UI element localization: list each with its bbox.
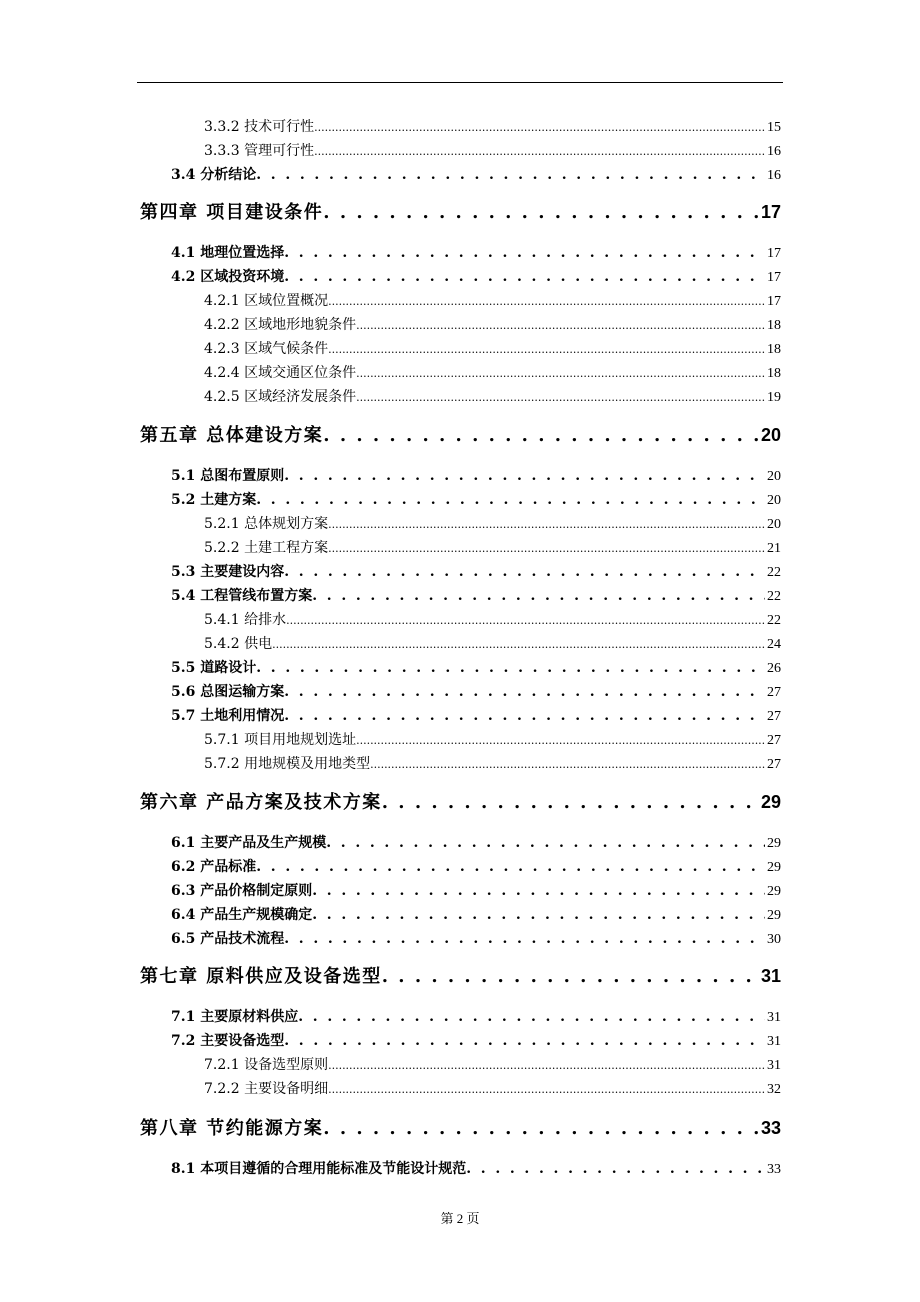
toc-entry-page-number: 32 (767, 1082, 781, 1097)
toc-entry-label: 5.1 总图布置原则 (171, 468, 285, 484)
toc-entry-page-number: 33 (760, 1118, 781, 1138)
toc-entry-sub[interactable] (204, 609, 781, 629)
dot-leader (314, 119, 765, 135)
toc-entry-page-number: 17 (767, 246, 781, 261)
toc-entry-label: 7.2.1 设备选型原则 (204, 1057, 329, 1073)
toc-entry-label: 第六章 产品方案及技术方案 (140, 792, 382, 813)
page-footer: 第 2 页 (440, 1211, 480, 1226)
toc-entry-sub[interactable] (204, 116, 781, 136)
toc-entry-section[interactable] (171, 585, 781, 605)
toc-entry-label: 5.4.2 供电 (204, 636, 273, 652)
toc-entry-label: 8.1 本项目遵循的合理用能标准及节能设计规范 (171, 1161, 467, 1177)
toc-entry-chapter[interactable] (140, 421, 781, 449)
toc-entry-page-number: 27 (767, 709, 781, 724)
toc-entry-page-number: 30 (767, 932, 781, 947)
toc-entry-page-number: 19 (767, 390, 781, 405)
toc-entry-page-number: 31 (767, 1010, 781, 1025)
toc-entry-label: 5.4 工程管线布置方案 (171, 588, 313, 604)
dot-leader (382, 966, 759, 987)
toc-entry-label: 第五章 总体建设方案 (140, 425, 324, 446)
dot-leader (323, 202, 759, 223)
dot-leader (356, 732, 765, 748)
toc-entry-page-number: 31 (760, 966, 781, 986)
toc-entry-page-number: 20 (767, 469, 781, 484)
dot-leader (466, 1161, 765, 1177)
dot-leader (284, 1033, 765, 1049)
toc-entry-chapter[interactable] (140, 962, 781, 990)
dot-leader (284, 564, 765, 580)
toc-entry-chapter[interactable] (140, 1114, 781, 1142)
dot-leader (284, 245, 765, 261)
toc-entry-label: 7.1 主要原材料供应 (171, 1009, 299, 1025)
toc-entry-page-number: 27 (767, 733, 781, 748)
toc-entry-label: 5.2.2 土建工程方案 (204, 540, 329, 556)
dot-leader (328, 1057, 765, 1073)
dot-leader (256, 660, 765, 676)
dot-leader (326, 835, 765, 851)
toc-entry-label: 4.2.2 区域地形地貌条件 (204, 317, 357, 333)
toc-entry-label: 6.5 产品技术流程 (171, 931, 285, 947)
toc-entry-label: 6.4 产品生产规模确定 (171, 907, 313, 923)
dot-leader (284, 684, 765, 700)
dot-leader (284, 708, 765, 724)
toc-entry-label: 4.2.1 区域位置概况 (204, 293, 329, 309)
toc-entry-page-number: 21 (767, 541, 781, 556)
dot-leader (356, 365, 765, 381)
toc-entry-section[interactable] (171, 489, 781, 509)
toc-entry-sub[interactable] (204, 633, 781, 653)
dot-leader (256, 492, 765, 508)
toc-entry-section[interactable] (171, 1158, 781, 1178)
toc-entry-sub[interactable] (204, 386, 781, 406)
toc-entry-label: 4.2.5 区域经济发展条件 (204, 389, 357, 405)
dot-leader (328, 540, 765, 556)
toc-entry-page-number: 17 (767, 294, 781, 309)
toc-entry-page-number: 27 (767, 757, 781, 772)
toc-entry-label: 4.2.3 区域气候条件 (204, 341, 329, 357)
toc-entry-label: 5.5 道路设计 (171, 660, 257, 676)
dot-leader (284, 468, 765, 484)
toc-entry-sub[interactable] (204, 314, 781, 334)
toc-entry-label: 第四章 项目建设条件 (140, 202, 324, 223)
dot-leader (328, 293, 765, 309)
toc-entry-section[interactable] (171, 904, 781, 924)
toc-entry-section[interactable] (171, 1006, 781, 1026)
toc-entry-label: 5.3 主要建设内容 (171, 564, 285, 580)
toc-entry-section[interactable] (171, 465, 781, 485)
toc-entry-label: 4.2.4 区域交通区位条件 (204, 365, 357, 381)
dot-leader (312, 883, 765, 899)
toc-entry-page-number: 29 (767, 884, 781, 899)
toc-entry-chapter[interactable] (140, 788, 781, 816)
toc-entry-page-number: 17 (767, 270, 781, 285)
toc-entry-section[interactable] (171, 242, 781, 262)
toc-entry-page-number: 20 (767, 493, 781, 508)
dot-leader (370, 756, 765, 772)
dot-leader (256, 859, 765, 875)
toc-entry-page-number: 29 (767, 908, 781, 923)
toc-entry-chapter[interactable] (140, 198, 781, 226)
toc-entry-label: 6.1 主要产品及生产规模 (171, 835, 327, 851)
toc-entry-page-number: 29 (767, 836, 781, 851)
dot-leader (286, 612, 765, 628)
toc-entry-page-number: 20 (760, 425, 781, 445)
toc-entry-section[interactable] (171, 705, 781, 725)
toc-entry-section[interactable] (171, 561, 781, 581)
toc-entry-page-number: 22 (767, 613, 781, 628)
toc-entry-page-number: 18 (767, 366, 781, 381)
toc-entry-section[interactable] (171, 856, 781, 876)
toc-entry-label: 5.6 总图运输方案 (171, 684, 285, 700)
toc-entry-label: 5.2 土建方案 (171, 492, 257, 508)
toc-entry-page-number: 27 (767, 685, 781, 700)
toc-entry-label: 7.2.2 主要设备明细 (204, 1081, 329, 1097)
toc-entry-label: 5.7.2 用地规模及用地类型 (204, 756, 371, 772)
toc-entry-label: 3.4 分析结论 (171, 167, 257, 183)
toc-entry-label: 5.7.1 项目用地规划选址 (204, 732, 357, 748)
toc-entry-section[interactable] (171, 928, 781, 948)
toc-entry-label: 7.2 主要设备选型 (171, 1033, 285, 1049)
dot-leader (312, 588, 765, 604)
dot-leader (356, 317, 765, 333)
toc-entry-sub[interactable] (204, 1078, 781, 1098)
toc-entry-page-number: 17 (760, 202, 781, 222)
toc-entry-page-number: 31 (767, 1058, 781, 1073)
toc-entry-sub[interactable] (204, 338, 781, 358)
toc-entry-page-number: 33 (767, 1162, 781, 1177)
toc-entry-label: 5.4.1 给排水 (204, 612, 287, 628)
toc-entry-page-number: 18 (767, 318, 781, 333)
toc-entry-label: 第八章 节约能源方案 (140, 1118, 324, 1139)
toc-entry-page-number: 24 (767, 637, 781, 652)
toc-entry-page-number: 29 (767, 860, 781, 875)
toc-entry-label: 4.1 地理位置选择 (171, 245, 285, 261)
toc-entry-page-number: 18 (767, 342, 781, 357)
dot-leader (328, 341, 765, 357)
toc-entry-sub[interactable] (204, 537, 781, 557)
toc-entry-page-number: 22 (767, 589, 781, 604)
toc-entry-label: 3.3.2 技术可行性 (204, 119, 315, 135)
toc-entry-label: 3.3.3 管理可行性 (204, 143, 315, 159)
toc-entry-page-number: 15 (767, 120, 781, 135)
dot-leader (284, 931, 765, 947)
toc-entry-label: 第七章 原料供应及设备选型 (140, 966, 382, 987)
toc-entry-label: 6.3 产品价格制定原则 (171, 883, 313, 899)
dot-leader (256, 167, 765, 183)
toc-entry-section[interactable] (171, 1030, 781, 1050)
toc-entry-page-number: 26 (767, 661, 781, 676)
dot-leader (314, 143, 765, 159)
dot-leader (312, 907, 765, 923)
toc-entry-page-number: 16 (767, 144, 781, 159)
toc-entry-label: 4.2 区域投资环境 (171, 269, 285, 285)
toc-entry-section[interactable] (171, 880, 781, 900)
toc-entry-label: 5.2.1 总体规划方案 (204, 516, 329, 532)
dot-leader (272, 636, 765, 652)
dot-leader (328, 516, 765, 532)
dot-leader (323, 1118, 759, 1139)
toc-entry-sub[interactable] (204, 362, 781, 382)
dot-leader (284, 269, 765, 285)
toc-entry-section[interactable] (171, 681, 781, 701)
toc-entry-section[interactable] (171, 657, 781, 677)
toc-entry-section[interactable] (171, 832, 781, 852)
dot-leader (328, 1081, 765, 1097)
toc-entry-page-number: 29 (760, 792, 781, 812)
toc-entry-sub[interactable] (204, 290, 781, 310)
dot-leader (356, 389, 765, 405)
toc-entry-sub[interactable] (204, 140, 781, 160)
dot-leader (323, 425, 759, 446)
toc-entry-sub[interactable] (204, 729, 781, 749)
toc-entry-sub[interactable] (204, 753, 781, 773)
toc-entry-label: 6.2 产品标准 (171, 859, 257, 875)
toc-entry-page-number: 20 (767, 517, 781, 532)
dot-leader (298, 1009, 765, 1025)
toc-entry-page-number: 31 (767, 1034, 781, 1049)
toc-entry-page-number: 16 (767, 168, 781, 183)
toc-entry-section[interactable] (171, 266, 781, 286)
toc-entry-label: 5.7 土地利用情况 (171, 708, 285, 724)
header-rule (137, 82, 783, 83)
toc-entry-sub[interactable] (204, 513, 781, 533)
dot-leader (382, 792, 759, 813)
toc-entry-sub[interactable] (204, 1054, 781, 1074)
toc-entry-page-number: 22 (767, 565, 781, 580)
toc-entry-section[interactable] (171, 164, 781, 184)
